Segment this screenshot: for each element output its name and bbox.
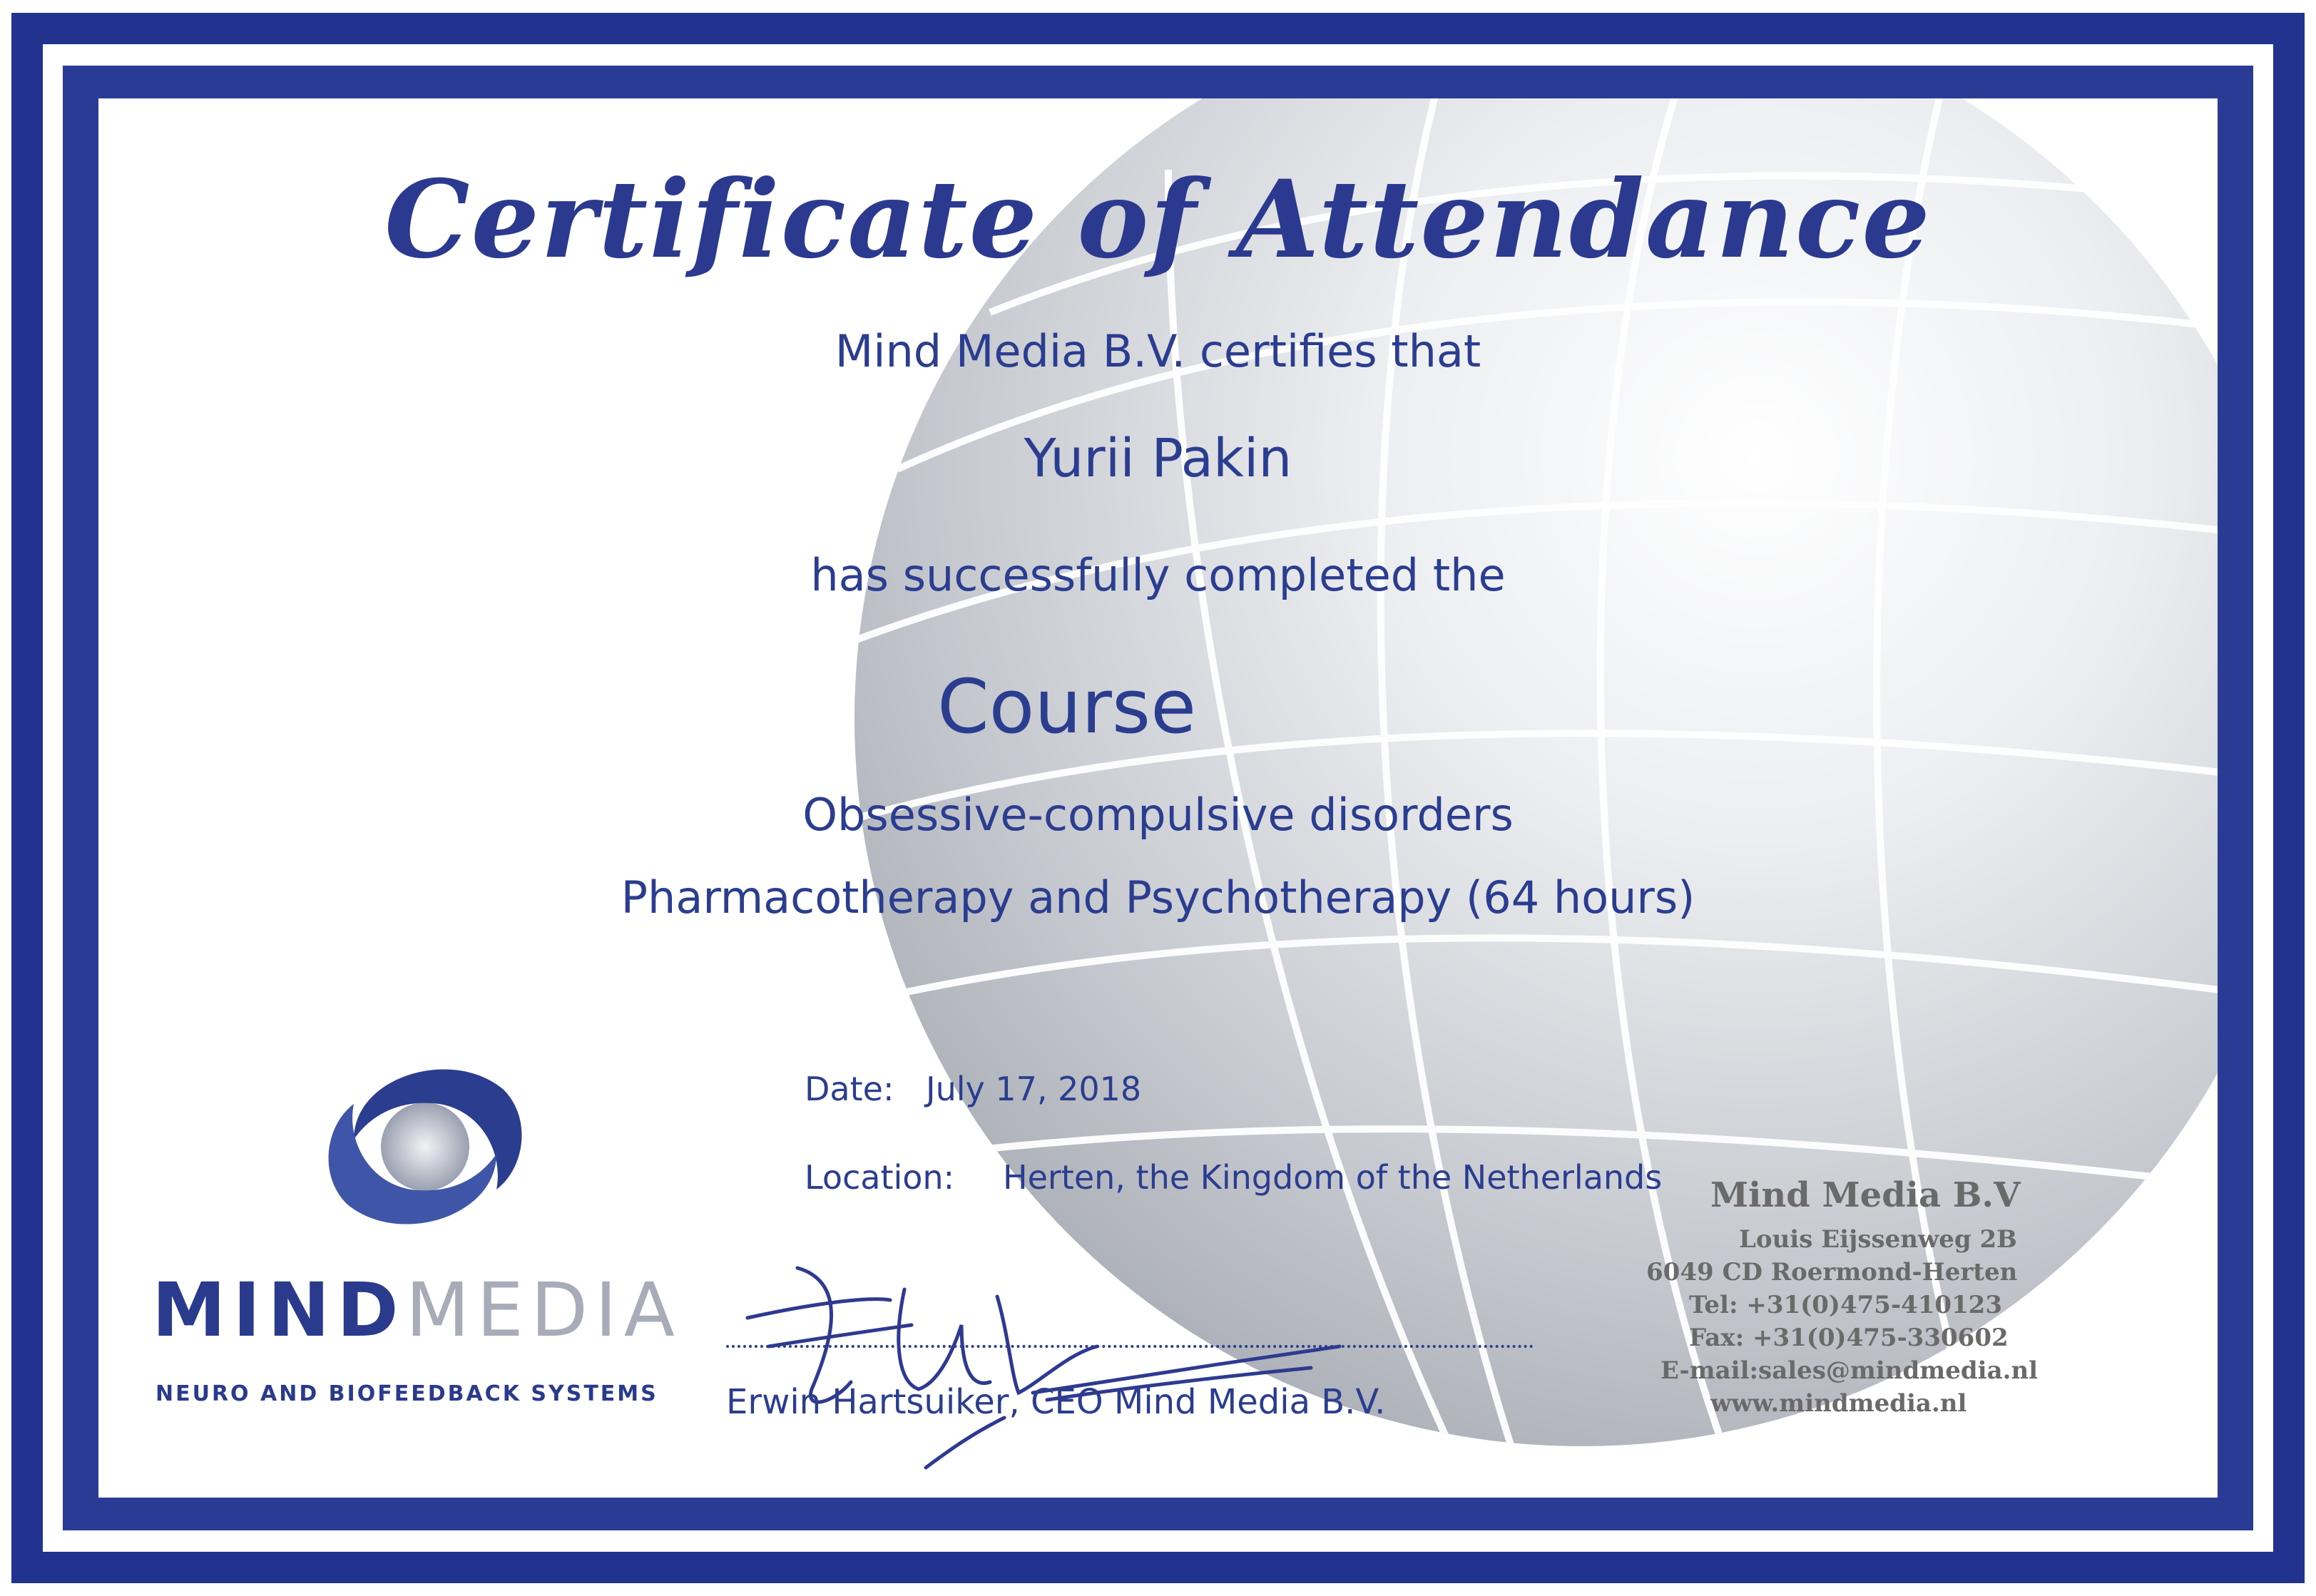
course-title-line-1: Obsessive-compulsive disorders [802, 789, 1514, 841]
signature-line [726, 1345, 1534, 1348]
logo-word-media: MEDIA [405, 1267, 682, 1354]
recipient-name: Yurii Pakin [1024, 428, 1292, 489]
course-heading: Course [937, 663, 1197, 750]
stamp-email: E-mail:sales@mindmedia.nl [1661, 1356, 2039, 1385]
course-title-line-2: Pharmacotherapy and Psychotherapy (64 hours) [621, 871, 1695, 924]
swirl-logo-icon [311, 1047, 539, 1247]
location-label: Location: [805, 1158, 955, 1197]
logo-wordmark [152, 1267, 682, 1354]
date-value: July 17, 2018 [926, 1070, 1142, 1108]
certificate-title: Certificate of Attendance [384, 157, 1932, 282]
signer-name: Erwin Hartsuiker, CEO Mind Media B.V. [726, 1382, 1386, 1422]
stamp-fax: Fax: +31(0)475-330602 [1689, 1324, 2009, 1352]
logo-tagline: NEURO AND BIOFEEDBACK SYSTEMS [155, 1381, 658, 1406]
stamp-street: Louis Eijssenweg 2B [1739, 1225, 2017, 1254]
stamp-company: Mind Media B.V [1710, 1175, 2021, 1215]
stamp-web: www.mindmedia.nl [1710, 1389, 1967, 1418]
certificate-paper [98, 98, 2218, 1498]
stamp-city: 6049 CD Roermond-Herten [1646, 1258, 2018, 1286]
stamp-tel: Tel: +31(0)475-410123 [1689, 1291, 2002, 1319]
signature-icon [726, 1239, 1368, 1496]
logo-word-mind: MIND [152, 1267, 406, 1354]
location-value: Herten, the Kingdom of the Netherlands [1003, 1158, 1663, 1197]
certifies-line: Mind Media B.V. certifies that [835, 325, 1481, 377]
company-stamp [1632, 1175, 2146, 1432]
date-label: Date: [805, 1070, 894, 1108]
completed-line: has successfully completed the [810, 549, 1506, 601]
